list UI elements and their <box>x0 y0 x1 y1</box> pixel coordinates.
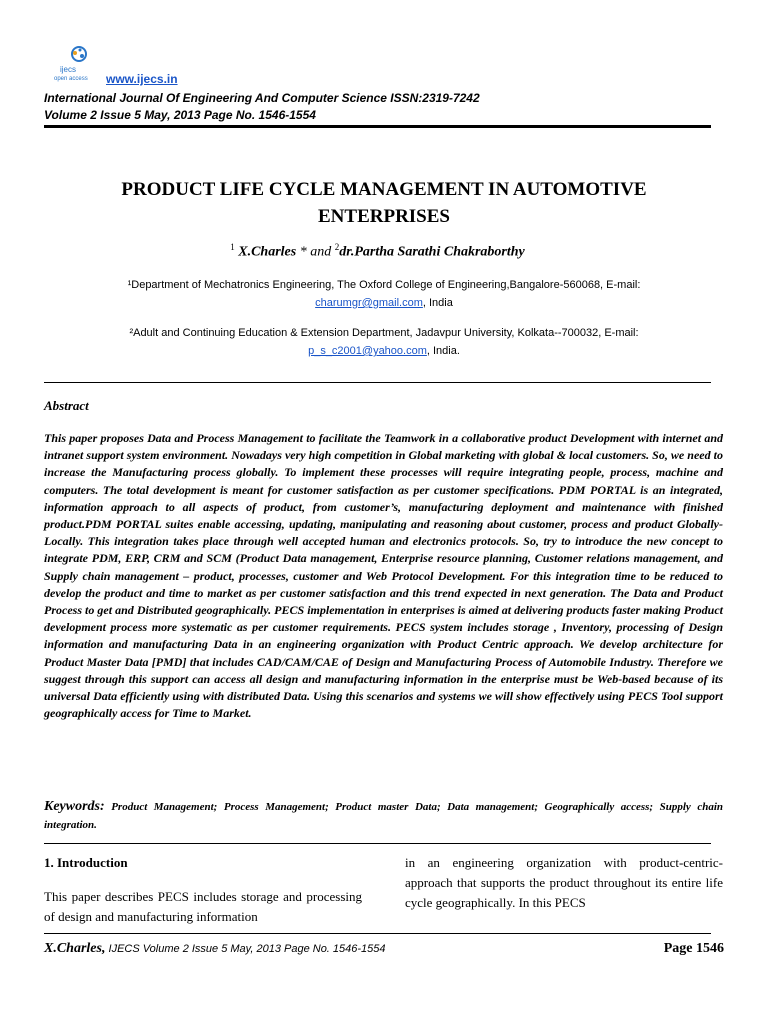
abstract-rule <box>44 382 711 383</box>
header-rule <box>44 125 711 128</box>
intro-right-column: in an engineering organization with product-centric- approach that supports the product throughout its entire life cycle geographically. In this PECS <box>405 855 723 910</box>
keywords <box>44 798 723 834</box>
footer-citation-text: IJECS Volume 2 Issue 5 May, 2013 Page No. 1546-1554 <box>105 943 386 955</box>
author1-marker: 1 <box>230 242 235 252</box>
footer-rule <box>44 933 711 934</box>
journal-volume: Volume 2 Issue 5 May, 2013 Page No. 1546-1554 <box>44 108 316 122</box>
affiliation-2-text: ²Adult and Continuing Education & Extension Department, Jadavpur University, Kolkata--700032, E-mail: <box>129 327 639 339</box>
logo-tagline: open access <box>54 76 88 82</box>
author2-marker: 2 <box>334 242 340 252</box>
keywords-label: Keywords: <box>44 799 105 814</box>
intro-left-column <box>44 853 362 927</box>
journal-header <box>44 90 480 124</box>
author-line <box>44 242 711 261</box>
keywords-rule <box>44 843 711 844</box>
author-separator: * and <box>296 244 335 260</box>
journal-website-link[interactable]: www.ijecs.in <box>106 72 178 86</box>
affiliation-1-country: , India <box>422 297 453 309</box>
author2-name: dr.Partha Sarathi Chakraborthy <box>339 244 525 260</box>
journal-name: International Journal Of Engineering And Computer Science ISSN:2319-7242 <box>44 91 480 105</box>
title-line-1: PRODUCT LIFE CYCLE MANAGEMENT IN AUTOMOTIVE <box>121 179 647 200</box>
page-number: Page 1546 <box>663 941 724 956</box>
paper-title <box>60 176 708 230</box>
affiliation-2 <box>60 324 708 360</box>
intro-left-text: This paper describes PECS includes storage and processing of design and manufacturing information <box>44 889 362 924</box>
author1-email-link[interactable]: charumgr@gmail.com <box>315 297 423 309</box>
title-line-2: ENTERPRISES <box>318 206 450 227</box>
footer-author: X.Charles, <box>44 941 106 956</box>
abstract-heading: Abstract <box>44 398 89 413</box>
logo-name: ijecs <box>60 65 77 74</box>
affiliation-1 <box>60 276 708 312</box>
affiliation-1-text: ¹Department of Mechatronics Engineering, The Oxford College of Engineering,Bangalore-560068, E-mail: <box>127 279 641 291</box>
author2-email-link[interactable]: p_s_c2001@yahoo.com <box>308 345 427 357</box>
keywords-text: Product Management; Process Management; Product master Data; Data management; Geographically access; Supply chain integration. <box>44 801 723 831</box>
intro-heading: 1. Introduction <box>44 855 128 870</box>
author1-name: X.Charles <box>238 244 297 260</box>
affiliation-2-country: , India. <box>426 345 460 357</box>
footer-citation <box>44 941 386 957</box>
abstract-body: This paper proposes Data and Process Management to facilitate the Teamwork in a collaborative product Development with internet and intranet support system environment. Nowadays very high competition in Global marketing with global & local customers. So, we need to increase the Manufacturing process globally. To implement these processes will require integrating people, process, machine and computers. The total development is meant for customer satisfaction as per customer specifications. PDM PORTAL is an integrated, information approach to all aspects of product, from customer’s, manufacturing deployment and maintenance with finished product.PDM PORTAL suites enable accessing, updating, manipulating and reasoning about customer, process and product Globally-Locally. This integration takes place through well accepted human and electronics protocols. So, try to introduce the new concept to integrate PDM, ERP, CRM and SCM (Product Data management, Enterprise resource planning, Customer relations management, and Supply chain management – product, processes, customer and Web Protocol Development. For this integration time to be reduced to develop the product and time to market as per customer satisfaction and this trend expected in next generation. The Data and Product Process to get and Distributed geographically. PECS implementation in enterprises is aimed at delivering products faster making Product development process more systematic as per customer requirements. PECS system includes storage , Inventory, processing of Design information and manufacturing Data in an engineering organization with Product Centric approach. We develop architecture for Product Master Data [PMD] that includes CAD/CAM/CAE of Design and Manufacturing Process of Automobile Industry. Therefore we suggest through this support can access all design and manufacturing information in the enterprise must be Web-based because of its universal Data efficiently using with distributed Data. Using this scenarios and systems we will show effectively using PECS Tool support geographically access for Time to Market. <box>44 431 723 721</box>
